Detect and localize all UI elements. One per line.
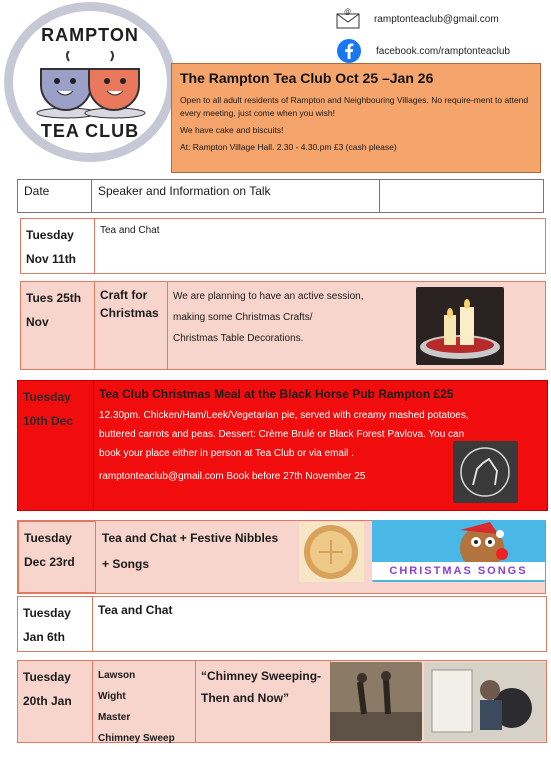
speaker-line: Chimney Sweep (98, 733, 175, 744)
speaker-cell (93, 661, 196, 742)
facebook-icon (336, 38, 362, 64)
date-cell (21, 282, 95, 369)
date-value: Dec 23rd (24, 555, 75, 569)
speaker-cell: Tea and Chat (100, 225, 160, 236)
club-info-box (171, 63, 541, 173)
club-title: The Rampton Tea Club Oct 25 –Jan 26 (180, 70, 434, 86)
speaker-line: Tea and Chat + Festive Nibbles (102, 531, 279, 545)
speaker-line: Master (98, 712, 131, 723)
date-day: Tuesday (24, 531, 72, 545)
date-day: Tuesday (23, 390, 71, 404)
contact-email[interactable]: ramptonteaclub@gmail.com (374, 13, 499, 25)
speaker-line: Lawson (98, 670, 136, 681)
event-title: Tea Club Christmas Meal at the Black Horse Pub Rampton £25 (99, 387, 454, 401)
speaker-cell: Tea and Chat (98, 603, 173, 617)
info-line: making some Christmas Crafts/ (173, 312, 313, 323)
svg-text:@: @ (344, 9, 352, 16)
header-date: Date (18, 180, 92, 212)
speaker-line: Christmas (100, 306, 159, 320)
chimney-sweep-historic-photo (330, 662, 422, 741)
logo-top-text: RAMPTON (41, 25, 139, 45)
date-day: Tuesday (23, 670, 71, 684)
christmas-songs-banner (372, 520, 545, 582)
contact-email-row (336, 8, 499, 30)
speaker-line: + Songs (102, 557, 150, 571)
tea-club-logo (4, 2, 176, 162)
date-cell (18, 381, 94, 510)
event-detail-line: buttered carrots and peas. Dessert: Crème Brulé or Black Forest Pavlova. You can (99, 429, 465, 440)
table-row-jan-6 (17, 596, 547, 652)
date-value: Nov (26, 315, 49, 329)
club-venue: At: Rampton Village Hall. 2.30 - 4.30.pm £3 (cash please) (180, 142, 397, 152)
date-cell (18, 661, 93, 742)
club-cake-note: We have cake and biscuits! (180, 125, 284, 135)
contact-facebook-row (336, 38, 510, 64)
date-value: Jan 6th (23, 630, 66, 644)
date-day: Tuesday (26, 228, 74, 242)
event-detail-line: book your place either in person at Tea Club or via email . (99, 448, 354, 459)
table-row-nov-11 (20, 218, 546, 274)
table-header (17, 179, 544, 213)
info-line: We are planning to have an active session, (173, 291, 364, 302)
chimney-sweep-modern-photo (424, 662, 546, 741)
speaker-line: Craft for (100, 288, 148, 302)
contact-facebook[interactable]: facebook.com/ramptonteaclub (376, 45, 510, 57)
header-speaker: Speaker and Information on Talk (92, 180, 380, 212)
event-detail-line: ramptonteaclub@gmail.com Book before 27th November 25 (99, 471, 366, 482)
club-eligibility: Open to all adult residents of Rampton and Neighbouring Villages. No require-ment to attend every meeting, just come when you wish! (180, 95, 529, 118)
talk-cell: “Chimney Sweeping- Then and Now” (196, 661, 331, 742)
date-cell (21, 219, 95, 273)
date-day: Tues 25th (26, 291, 82, 305)
christmas-songs-text: CHRISTMAS SONGS (372, 562, 545, 580)
speaker-cell (95, 282, 168, 369)
teacups-icon (35, 51, 147, 119)
date-cell (18, 521, 96, 593)
black-horse-logo (453, 441, 518, 503)
speaker-line: Wight (98, 691, 126, 702)
envelope-icon (336, 8, 360, 30)
logo-bottom-text: TEA CLUB (40, 121, 140, 141)
date-value: 10th Dec (23, 414, 74, 428)
mince-pie-image (299, 522, 364, 582)
date-day: Tuesday (23, 606, 71, 620)
candle-wreath-image (416, 287, 504, 365)
date-value: Nov 11th (26, 252, 77, 266)
header-extra (380, 180, 543, 212)
date-cell (18, 597, 93, 651)
event-detail-line: 12.30pm. Chicken/Ham/Leek/Vegetarian pie, served with creamy mashed potatoes, (99, 410, 469, 421)
info-line: Christmas Table Decorations. (173, 333, 304, 344)
date-value: 20th Jan (23, 694, 72, 708)
